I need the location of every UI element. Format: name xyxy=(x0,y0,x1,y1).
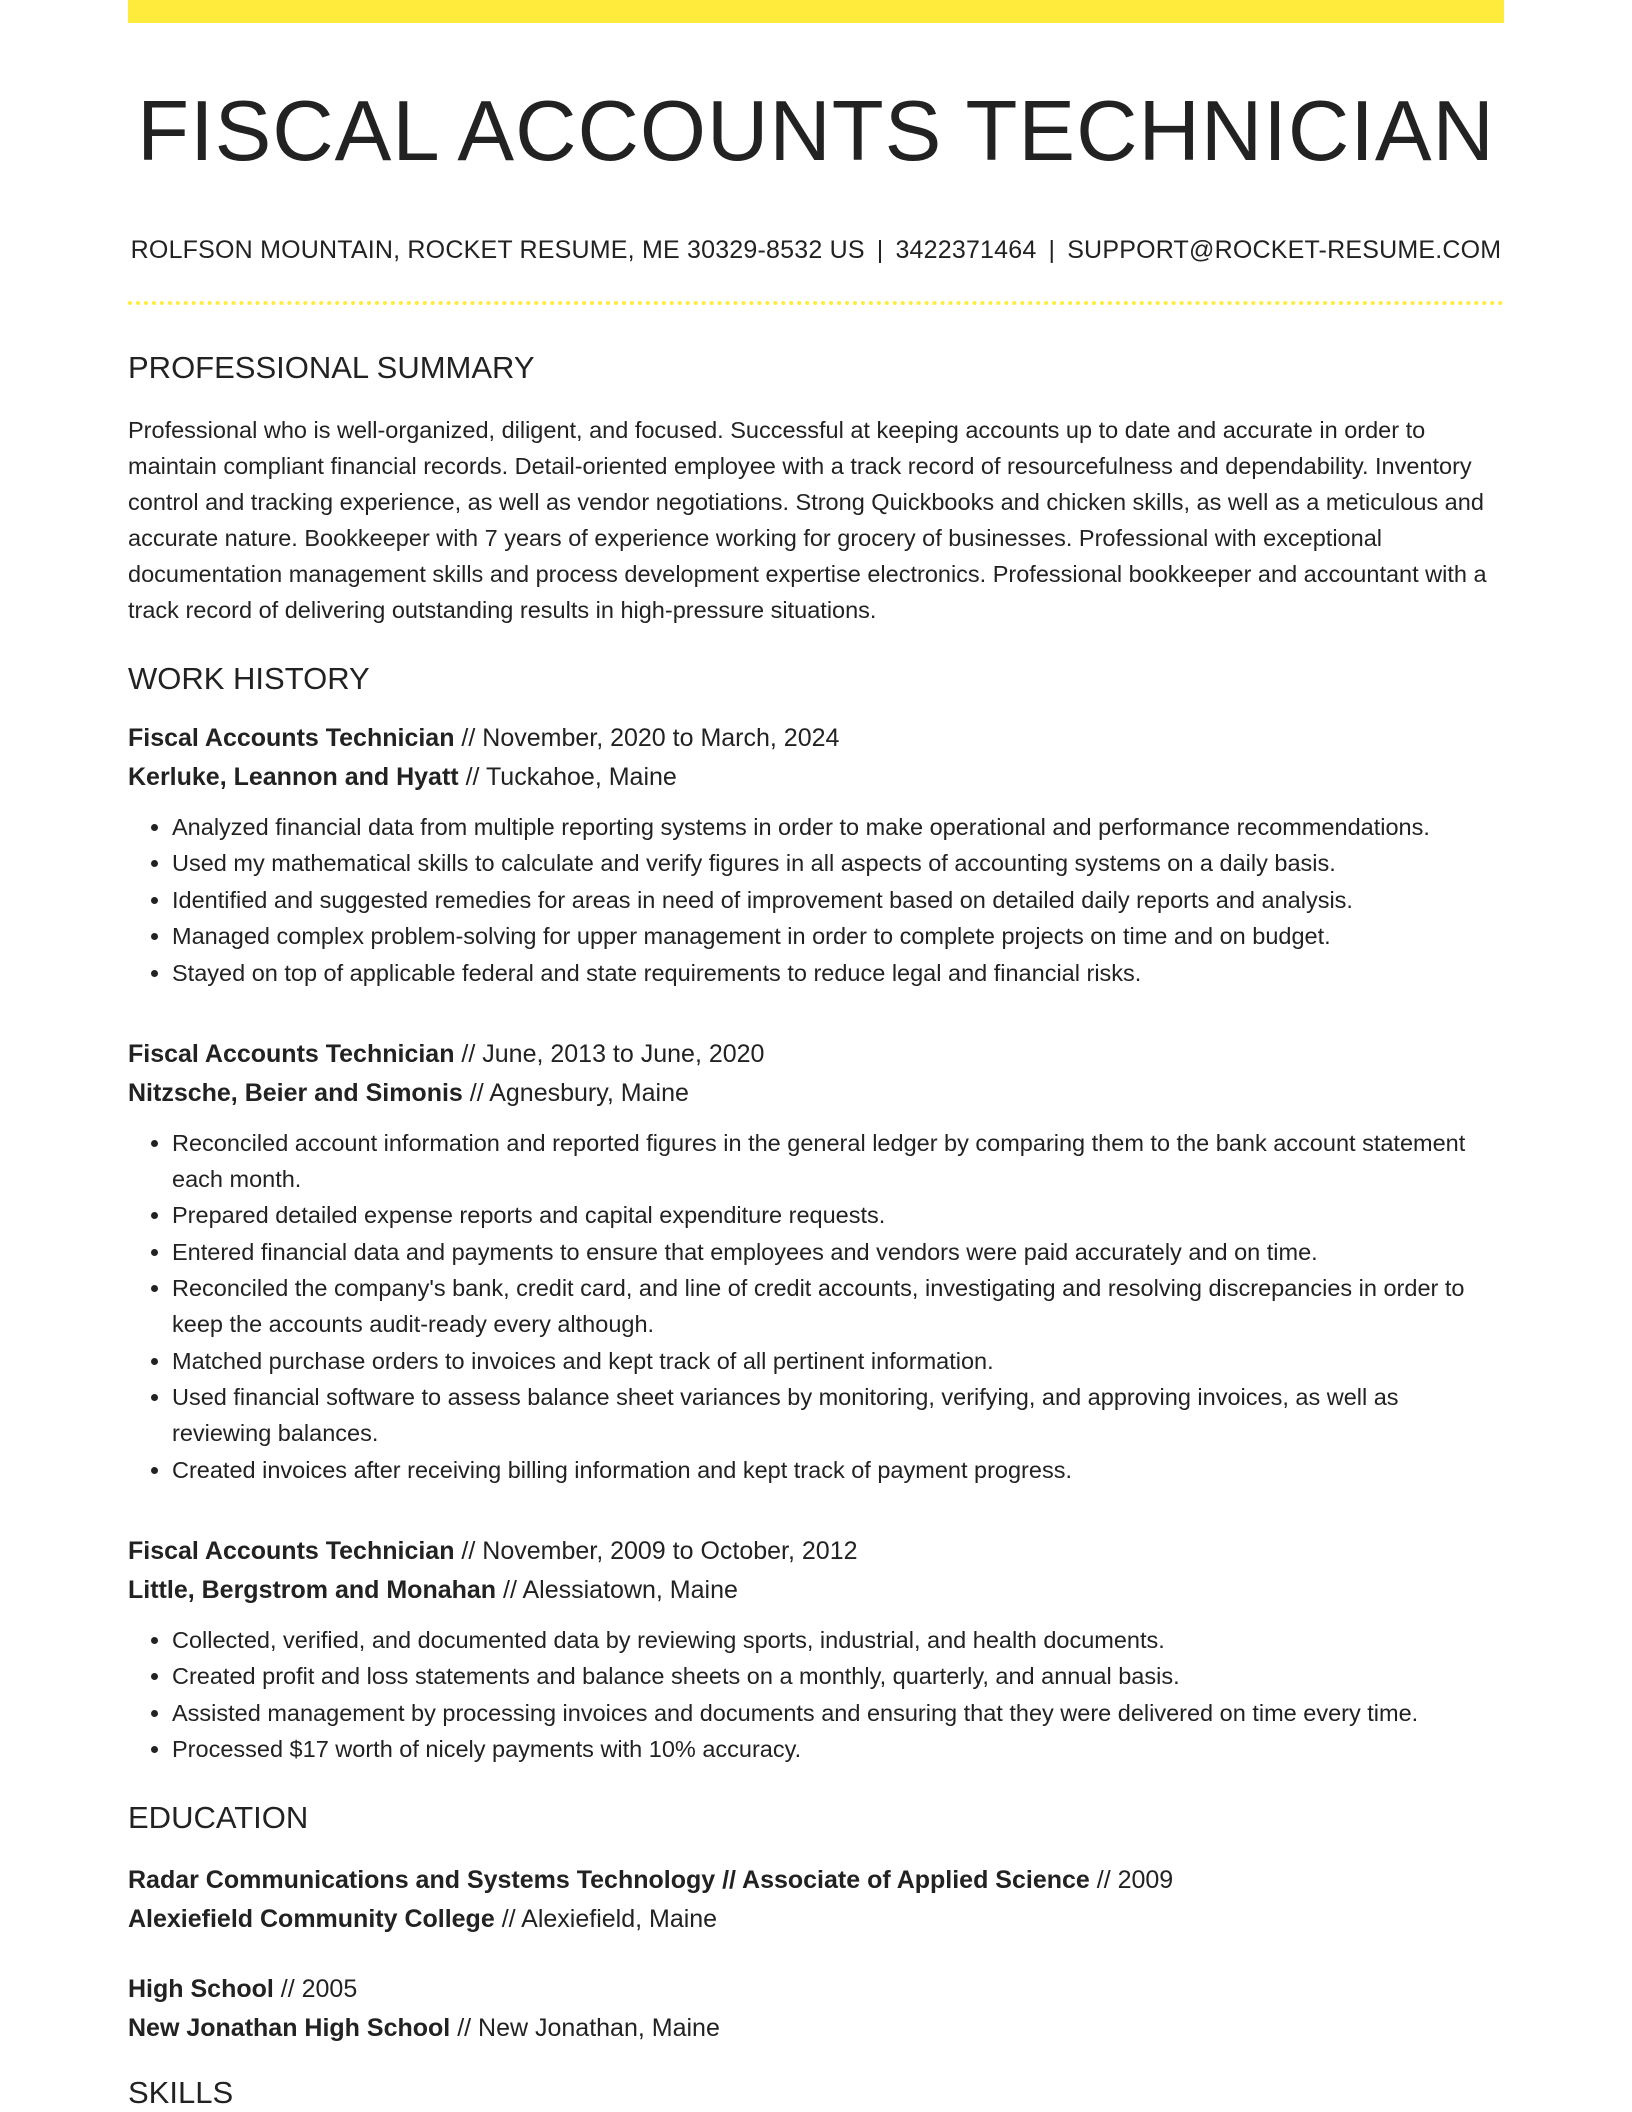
list-item: • Stayed on top of applicable federal and state requirements to reduce legal and financial risks. xyxy=(172,955,1504,991)
job-entry xyxy=(128,1532,1504,1768)
job-company: Kerluke, Leannon and Hyatt xyxy=(128,762,459,791)
job-title-line xyxy=(128,1532,1504,1571)
list-item: • Prepared detailed expense reports and capital expenditure requests. xyxy=(172,1197,1504,1233)
job-company: Nitzsche, Beier and Simonis xyxy=(128,1078,463,1107)
list-item: • Assisted management by processing invoices and documents and ensuring that they were delivered on time every time. xyxy=(172,1695,1504,1731)
summary-text: Professional who is well-organized, diligent, and focused. Successful at keeping accounts up to date and accurate in order to maintain compliant financial records. Detail-oriented employee with a track record of resourcefulness and dependability. Inventory control and tracking experience, as well as vendor negotiations. Strong Quickbooks and chicken skills, as well as a meticulous and accurate nature. Bookkeeper with 7 years of experience working for grocery of businesses. Professional with exceptional documentation management skills and process development expertise electronics. Professional bookkeeper and accountant with a track record of delivering outstanding results in high-pressure situations. xyxy=(128,416,1487,623)
list-item: • Managed complex problem-solving for upper management in order to complete projects on time and on budget. xyxy=(172,918,1504,954)
education-entry xyxy=(128,1970,1504,2048)
job-bullets xyxy=(128,809,1504,991)
work-history-heading: WORK HISTORY xyxy=(128,660,370,696)
list-item: • Matched purchase orders to invoices and kept track of all pertinent information. xyxy=(172,1343,1504,1379)
job-dates: // November, 2020 to March, 2024 xyxy=(454,723,840,752)
summary-heading: PROFESSIONAL SUMMARY xyxy=(128,349,535,385)
job-dates: // November, 2009 to October, 2012 xyxy=(454,1536,858,1565)
list-item: • Used my mathematical skills to calculate and verify figures in all aspects of accounting systems on a daily basis. xyxy=(172,845,1504,881)
job-company: Little, Bergstrom and Monahan xyxy=(128,1575,497,1604)
contact-line xyxy=(128,235,1504,265)
resume-page xyxy=(128,0,1504,2111)
education-degree: High School xyxy=(128,1974,274,2003)
job-bullets xyxy=(128,1622,1504,1768)
skills-heading: SKILLS xyxy=(128,2074,234,2110)
accent-bar xyxy=(128,0,1504,23)
list-item: • Identified and suggested remedies for areas in need of improvement based on detailed daily reports and analysis. xyxy=(172,882,1504,918)
job-entry xyxy=(128,719,1504,991)
education-year: // 2009 xyxy=(1089,1865,1174,1894)
education-degree: Radar Communications and Systems Technology // Associate of Applied Science xyxy=(128,1865,1090,1894)
job-bullets xyxy=(128,1125,1504,1488)
education-entry xyxy=(128,1861,1504,1939)
list-item: • Entered financial data and payments to ensure that employees and vendors were paid accurately and on time. xyxy=(172,1234,1504,1270)
job-location: // Tuckahoe, Maine xyxy=(458,762,677,791)
job-entry xyxy=(128,1035,1504,1488)
resume-title: FISCAL ACCOUNTS TECHNICIAN xyxy=(137,84,1495,179)
list-item: • Created profit and loss statements and balance sheets on a monthly, quarterly, and annual basis. xyxy=(172,1658,1504,1694)
list-item: • Used financial software to assess balance sheet variances by monitoring, verifying, and approving invoices, as well as reviewing balances. xyxy=(172,1379,1504,1451)
job-title: Fiscal Accounts Technician xyxy=(128,1536,455,1565)
job-location: // Alessiatown, Maine xyxy=(496,1575,738,1604)
contact-phone: 3422371464 xyxy=(895,235,1037,264)
education-heading: EDUCATION xyxy=(128,1800,309,1836)
contact-separator: | xyxy=(1048,235,1056,264)
job-title: Fiscal Accounts Technician xyxy=(128,1039,455,1068)
job-company-line xyxy=(128,1074,1504,1113)
education-school-line xyxy=(128,1900,1504,1939)
list-item: • Collected, verified, and documented data by reviewing sports, industrial, and health documents. xyxy=(172,1622,1504,1658)
list-item: • Reconciled account information and reported figures in the general ledger by comparing them to the bank account statement each month. xyxy=(172,1125,1504,1197)
job-title-line xyxy=(128,719,1504,758)
dotted-divider xyxy=(128,301,1504,305)
education-school-line xyxy=(128,2009,1504,2048)
list-item: • Processed $17 worth of nicely payments with 10% accuracy. xyxy=(172,1731,1504,1767)
list-item: • Analyzed financial data from multiple reporting systems in order to make operational and performance recommendations. xyxy=(172,809,1504,845)
contact-address: ROLFSON MOUNTAIN, ROCKET RESUME, ME 30329-8532 US xyxy=(130,235,865,264)
education-degree-line xyxy=(128,1970,1504,2009)
job-company-line xyxy=(128,1571,1504,1610)
job-location: // Agnesbury, Maine xyxy=(462,1078,689,1107)
list-item: • Created invoices after receiving billing information and kept track of payment progress. xyxy=(172,1452,1504,1488)
job-dates: // June, 2013 to June, 2020 xyxy=(454,1039,765,1068)
education-school: Alexiefield Community College xyxy=(128,1904,495,1933)
education-location: // Alexiefield, Maine xyxy=(494,1904,718,1933)
education-year: // 2005 xyxy=(273,1974,358,2003)
job-title: Fiscal Accounts Technician xyxy=(128,723,455,752)
education-degree-line xyxy=(128,1861,1504,1900)
contact-email: SUPPORT@ROCKET-RESUME.COM xyxy=(1067,235,1502,264)
education-location: // New Jonathan, Maine xyxy=(450,2013,720,2042)
list-item: • Reconciled the company's bank, credit card, and line of credit accounts, investigating and resolving discrepancies in order to keep the accounts audit-ready every although. xyxy=(172,1270,1504,1342)
contact-separator: | xyxy=(876,235,884,264)
job-company-line xyxy=(128,758,1504,797)
job-title-line xyxy=(128,1035,1504,1074)
education-school: New Jonathan High School xyxy=(128,2013,451,2042)
